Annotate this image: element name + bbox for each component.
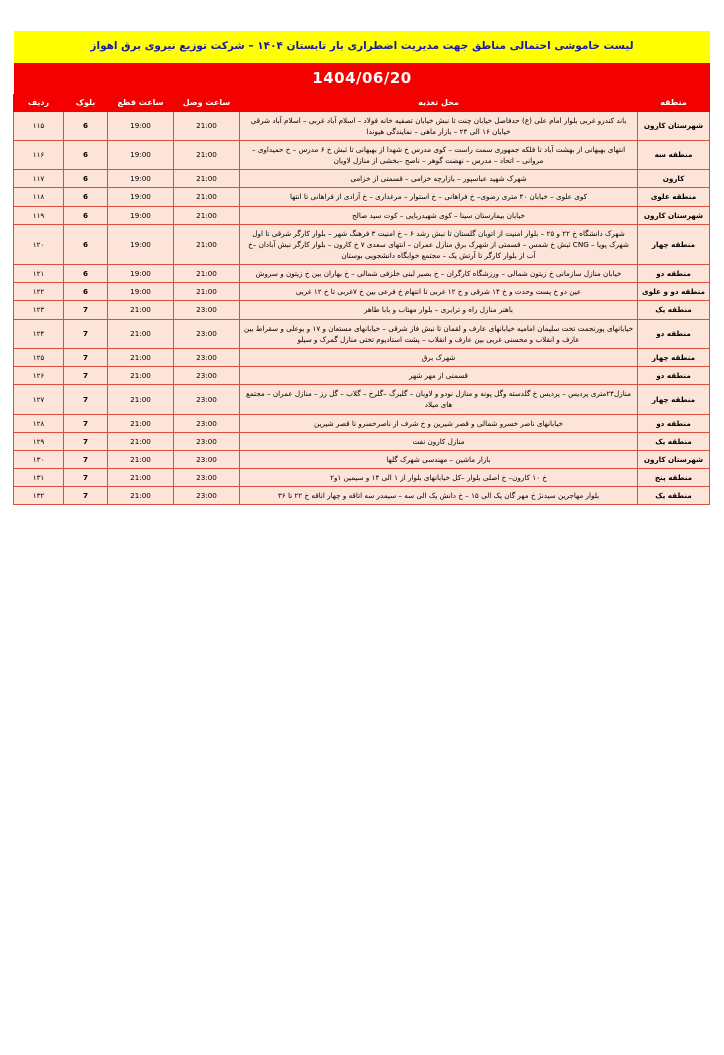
- cell-cut-time: 21:00: [108, 367, 174, 385]
- cell-cut-time: 19:00: [108, 265, 174, 283]
- cell-cut-time: 19:00: [108, 170, 174, 188]
- cell-block: 6: [64, 111, 108, 140]
- cell-block: 7: [64, 432, 108, 450]
- cell-row-number: ۱۲۶: [14, 367, 64, 385]
- cell-region: منطقه چهار: [638, 348, 710, 366]
- table-row: [14, 432, 710, 450]
- cell-place: خیابان بیمارستان سینا – کوی شهیدربایی – کوت سید صالح: [240, 206, 638, 224]
- cell-row-number: ۱۲۳: [14, 301, 64, 319]
- table-row: [14, 188, 710, 206]
- column-header-restore-time: ساعت وصل: [174, 94, 240, 111]
- cell-region: منطقه دو و علوی: [638, 283, 710, 301]
- cell-place: کوی علوی – خیابان ۴۰ متری رضوی– خ فراهانی – خ استوار – مرغداری – خ آزادی از فراهانی تا انتها: [240, 188, 638, 206]
- cell-block: 7: [64, 414, 108, 432]
- cell-block: 6: [64, 140, 108, 169]
- cell-place: باهنر منازل راه و ترابری – بلوار مهتاب و بابا طاهر: [240, 301, 638, 319]
- cell-cut-time: 21:00: [108, 385, 174, 414]
- cell-cut-time: 19:00: [108, 206, 174, 224]
- cell-restore-time: 21:00: [174, 170, 240, 188]
- cell-region: منطقه دو: [638, 265, 710, 283]
- cell-region: شهرستان کارون: [638, 206, 710, 224]
- table-row: [14, 385, 710, 414]
- table-body: [14, 111, 710, 505]
- cell-place: عین دو خ پست وحدت و خ ۱۴ شرقی و خ ۱۲ غربی تا انتهام خ فرعی بین خ ۷غربی تا خ ۱۲ غربی: [240, 283, 638, 301]
- cell-row-number: ۱۳۱: [14, 469, 64, 487]
- cell-restore-time: 21:00: [174, 188, 240, 206]
- cell-block: 7: [64, 450, 108, 468]
- cell-block: 6: [64, 206, 108, 224]
- table-header: [14, 94, 710, 111]
- table-row: [14, 414, 710, 432]
- cell-place: خیابانهای پورنجمت تخت سلیمان امامیه خیابانهای عارف و لقمان تا نبش فاز شرقی – خیابانهای مستعان و ۱۷ و بوعلی و سقراط بین عارف و انقلاب و محسنی غربی بین عارف و انقلاب – پشت استادیوم تختی منازل گمرک و سیلو: [240, 319, 638, 348]
- cell-block: 7: [64, 348, 108, 366]
- cell-place: شهرک دانشگاه خ ۲۲ و ۲۵ – بلوار امنیت از اتوبان گلستان تا نبش رشد ۶ – خ امنیت ۳ فرهنگ شهر – بلوار کارگر شرقی تا اول شهرک پویا – CNG ثبش خ شمس – قسمتی از شهرک برق منازل عمران – انتهای سعدی ۷ خ کارون – بلوار کارگر نبش آبادان –خ آب از بلوار کارگر تا آرتش یک – مجتمع خوابگاه دانشجویی بوستان: [240, 224, 638, 264]
- page-title: لیست خاموشی احتمالی مناطق جهت مدیریت اضطراری بار تابستان ۱۴۰۴ – شرکت توزیع نیروی برق اهواز: [14, 31, 710, 63]
- cell-cut-time: 21:00: [108, 450, 174, 468]
- table-row: [14, 206, 710, 224]
- table-header-row: [14, 94, 710, 111]
- cell-row-number: ۱۲۷: [14, 385, 64, 414]
- cell-restore-time: 23:00: [174, 319, 240, 348]
- cell-restore-time: 21:00: [174, 224, 240, 264]
- cell-place: بازار ماشین – مهندسی شهرک گلها: [240, 450, 638, 468]
- cell-cut-time: 21:00: [108, 319, 174, 348]
- cell-block: 7: [64, 319, 108, 348]
- cell-region: منطقه یک: [638, 301, 710, 319]
- cell-restore-time: 23:00: [174, 301, 240, 319]
- cell-block: 6: [64, 283, 108, 301]
- table-row: [14, 265, 710, 283]
- table-row: [14, 111, 710, 140]
- cell-place: منازل۲۴متری پردیس – پردیس خ گلدسته وگل پونه و منازل نودو و لاوبان – گلبرگ –گلرخ – گلاب – گل رز – منازل عمران – مجتمع های میلاد: [240, 385, 638, 414]
- table-row: [14, 170, 710, 188]
- outage-table: [13, 94, 710, 506]
- table-row: [14, 301, 710, 319]
- cell-block: 7: [64, 385, 108, 414]
- cell-region: منطقه چهار: [638, 385, 710, 414]
- cell-region: منطقه دو: [638, 319, 710, 348]
- table-row: [14, 348, 710, 366]
- cell-block: 6: [64, 188, 108, 206]
- cell-row-number: ۱۱۸: [14, 188, 64, 206]
- cell-row-number: ۱۲۴: [14, 319, 64, 348]
- column-header-block: بلوک: [64, 94, 108, 111]
- table-row: [14, 469, 710, 487]
- cell-block: 6: [64, 265, 108, 283]
- cell-region: منطقه پنج: [638, 469, 710, 487]
- cell-restore-time: 23:00: [174, 367, 240, 385]
- cell-restore-time: 23:00: [174, 432, 240, 450]
- cell-restore-time: 21:00: [174, 206, 240, 224]
- cell-block: 6: [64, 224, 108, 264]
- cell-region: منطقه چهار: [638, 224, 710, 264]
- cell-cut-time: 19:00: [108, 111, 174, 140]
- cell-cut-time: 21:00: [108, 301, 174, 319]
- cell-row-number: ۱۲۲: [14, 283, 64, 301]
- cell-place: خیابان منازل سازمانی خ زیتون شمالی – ورزشگاه کارگران – خ بصیر لبنی خلزفی شمالی – خ بهاران بین خ زیتون و سروش: [240, 265, 638, 283]
- cell-block: 7: [64, 301, 108, 319]
- cell-cut-time: 19:00: [108, 283, 174, 301]
- cell-row-number: ۱۳۰: [14, 450, 64, 468]
- cell-row-number: ۱۱۶: [14, 140, 64, 169]
- cell-block: 7: [64, 469, 108, 487]
- cell-region: شهرستان کارون: [638, 450, 710, 468]
- cell-region: شهرستان کارون: [638, 111, 710, 140]
- cell-restore-time: 23:00: [174, 385, 240, 414]
- cell-restore-time: 21:00: [174, 283, 240, 301]
- column-header-row-number: ردیف: [14, 94, 64, 111]
- cell-row-number: ۱۱۵: [14, 111, 64, 140]
- cell-region: منطقه یک: [638, 487, 710, 505]
- cell-place: باند کندرو غربی بلوار امام علی (ع) حدفاصل خیابان چنت تا نبش خیابان تصفیه خانه فولاد – اسلام آباد غربی – اسلام آباد شرقی خیابان ۱۶ الی ۲۴ – بازار ماهی – نمایندگی هیوندا: [240, 111, 638, 140]
- cell-cut-time: 19:00: [108, 188, 174, 206]
- table-row: [14, 319, 710, 348]
- cell-block: 7: [64, 367, 108, 385]
- cell-cut-time: 21:00: [108, 487, 174, 505]
- cell-place: بلوار مهاجرین سیدنژ خ مهر گان یک الی ۱۵ – خ دانش یک الی سه – سیمدر سه اتاقه و چهار اتاقه خ ۲۲ تا ۳۶: [240, 487, 638, 505]
- column-header-region: منطقه: [638, 94, 710, 111]
- cell-region: منطقه یک: [638, 432, 710, 450]
- outage-schedule-page: [0, 31, 724, 1055]
- cell-row-number: ۱۲۹: [14, 432, 64, 450]
- cell-restore-time: 23:00: [174, 487, 240, 505]
- schedule-date: 1404/06/20: [14, 63, 710, 94]
- cell-cut-time: 19:00: [108, 140, 174, 169]
- cell-place: خیابانهای ناصر خسرو شمالی و قصر شیرین و خ شرف از ناصرخسرو تا قصر شیرین: [240, 414, 638, 432]
- column-header-place: محل تغذیه: [240, 94, 638, 111]
- cell-restore-time: 21:00: [174, 265, 240, 283]
- cell-block: 6: [64, 170, 108, 188]
- cell-row-number: ۱۲۵: [14, 348, 64, 366]
- cell-region: منطقه علوی: [638, 188, 710, 206]
- cell-restore-time: 21:00: [174, 140, 240, 169]
- cell-block: 7: [64, 487, 108, 505]
- cell-restore-time: 23:00: [174, 469, 240, 487]
- cell-row-number: ۱۱۹: [14, 206, 64, 224]
- cell-row-number: ۱۲۸: [14, 414, 64, 432]
- cell-region: منطقه دو: [638, 367, 710, 385]
- cell-restore-time: 23:00: [174, 450, 240, 468]
- cell-row-number: ۱۲۱: [14, 265, 64, 283]
- cell-place: قسمتی از مهر شهر: [240, 367, 638, 385]
- table-row: [14, 450, 710, 468]
- cell-region: منطقه سه: [638, 140, 710, 169]
- cell-cut-time: 19:00: [108, 224, 174, 264]
- cell-place: شهرک برق: [240, 348, 638, 366]
- cell-cut-time: 21:00: [108, 432, 174, 450]
- cell-place: شهرک شهید عباسپور – بازارچه خزامی – قسمتی از خزامی: [240, 170, 638, 188]
- cell-place: منازل کارون نفت: [240, 432, 638, 450]
- column-header-cut-time: ساعت قطع: [108, 94, 174, 111]
- table-row: [14, 367, 710, 385]
- cell-cut-time: 21:00: [108, 414, 174, 432]
- cell-region: منطقه دو: [638, 414, 710, 432]
- table-row: [14, 283, 710, 301]
- table-row: [14, 140, 710, 169]
- cell-row-number: ۱۱۷: [14, 170, 64, 188]
- cell-row-number: ۱۳۲: [14, 487, 64, 505]
- cell-restore-time: 21:00: [174, 111, 240, 140]
- cell-cut-time: 21:00: [108, 348, 174, 366]
- cell-row-number: ۱۲۰: [14, 224, 64, 264]
- cell-restore-time: 23:00: [174, 348, 240, 366]
- cell-restore-time: 23:00: [174, 414, 240, 432]
- cell-region: کارون: [638, 170, 710, 188]
- table-row: [14, 224, 710, 264]
- cell-place: انتهای بهبهانی از بهشت آباد تا فلکه جمهوری سمت راست – کوی مدرس خ شهدا از بهبهانی تا ثبش خ ۶ مدرس – خ حمیداوی – مروانی – اتحاد – مدرس – نهضت گوهر – ناصح –بخشی از منازل لاویان: [240, 140, 638, 169]
- cell-cut-time: 21:00: [108, 469, 174, 487]
- table-row: [14, 487, 710, 505]
- cell-place: خ ۱۰ کارون– خ اصلی بلوار –کل خیابانهای بلوار از ۱ الی ۱۴ و سیمین ۱و۲: [240, 469, 638, 487]
